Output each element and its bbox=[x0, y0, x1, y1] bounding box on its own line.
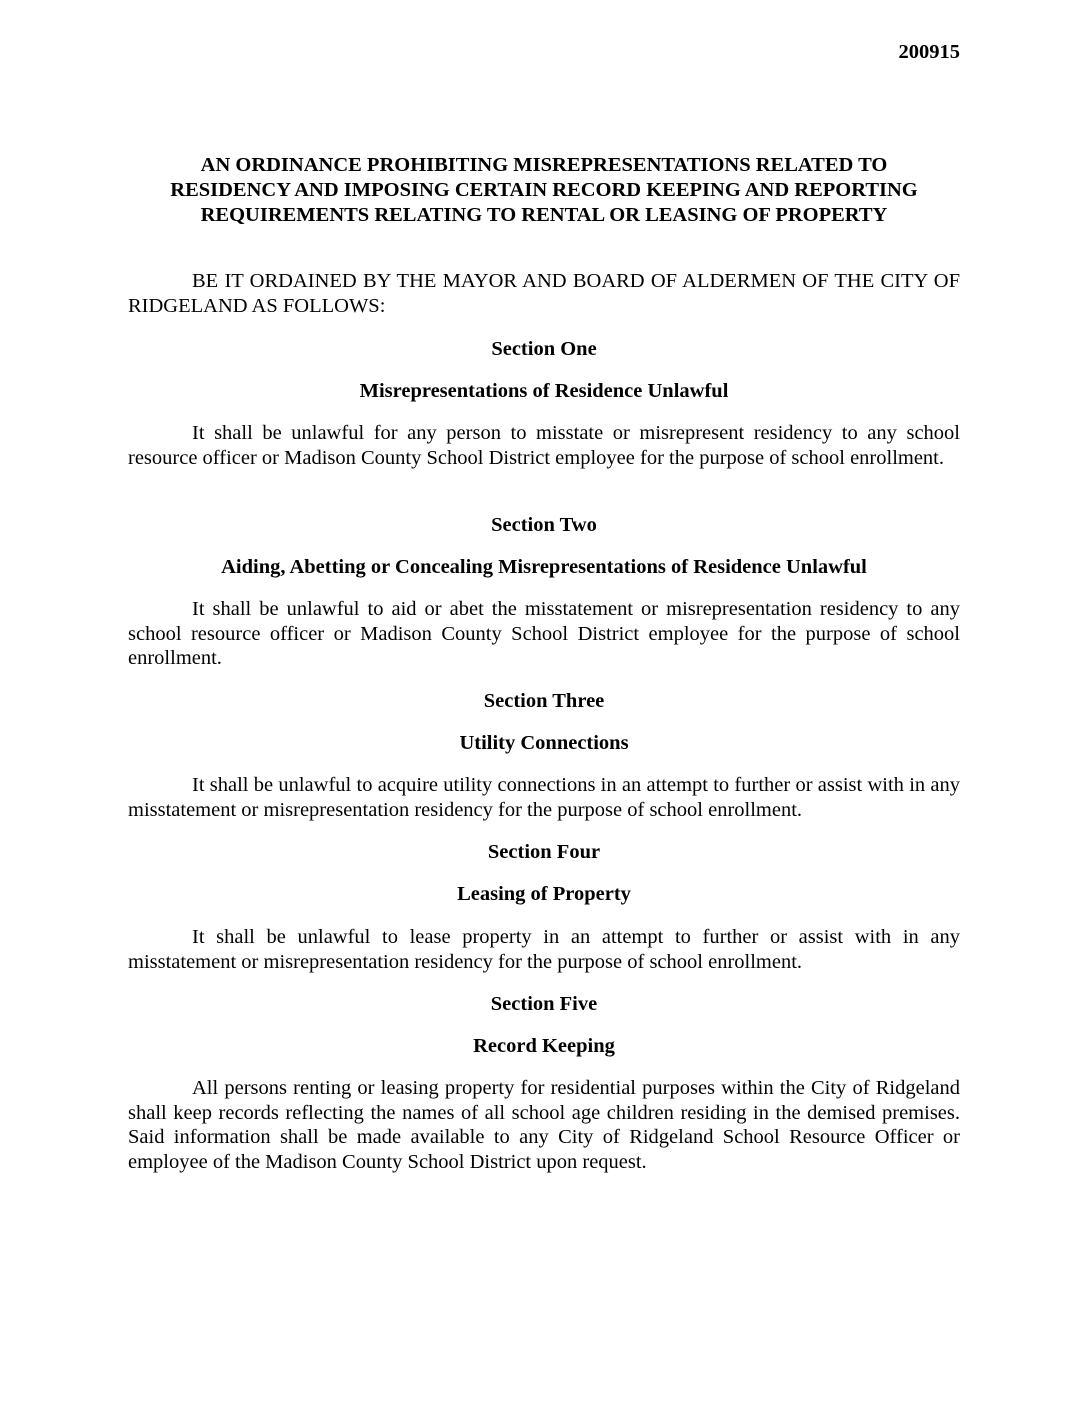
section-five-body: All persons renting or leasing property for residential purposes within the City of Ridgeland shall keep records reflecting the names of all school age children residing in the demised premises. Said information shall be made available to any City of Ridgeland School Resource Officer or employee of the Madison County School District upon request. bbox=[128, 1077, 960, 1173]
section-one-heading: Misrepresentations of Residence Unlawful bbox=[359, 380, 729, 402]
section-four-heading: Leasing of Property bbox=[457, 883, 631, 905]
title-line: REQUIREMENTS RELATING TO RENTAL OR LEASING OF PROPERTY bbox=[200, 204, 888, 226]
section-one-body: It shall be unlawful for any person to misstate or misrepresent residency to any school resource officer or Madison County School District employee for the purpose of school enrollment. bbox=[128, 422, 960, 469]
section-five-number: Section Five bbox=[490, 993, 598, 1015]
section-two-body: It shall be unlawful to aid or abet the misstatement or misrepresentation residency to any school resource officer or Madison County School District employee for the purpose of school enrollment. bbox=[128, 598, 960, 669]
section-three-number: Section Three bbox=[483, 690, 605, 712]
section-one-number: Section One bbox=[491, 338, 597, 360]
section-three-body: It shall be unlawful to acquire utility connections in an attempt to further or assist with in any misstatement or misrepresentation residency for the purpose of school enrollment. bbox=[128, 774, 960, 821]
ordinance-title bbox=[128, 153, 960, 228]
section-two-number: Section Two bbox=[491, 514, 597, 536]
document-number: 200915 bbox=[898, 41, 960, 63]
section-three-heading: Utility Connections bbox=[459, 732, 629, 754]
title-line: AN ORDINANCE PROHIBITING MISREPRESENTATIONS RELATED TO bbox=[200, 154, 888, 176]
section-four-number: Section Four bbox=[487, 841, 601, 863]
section-two-heading: Aiding, Abetting or Concealing Misrepresentations of Residence Unlawful bbox=[221, 556, 867, 578]
section-five-heading: Record Keeping bbox=[473, 1035, 615, 1057]
title-line: RESIDENCY AND IMPOSING CERTAIN RECORD KEEPING AND REPORTING bbox=[170, 179, 918, 201]
section-four-body: It shall be unlawful to lease property in an attempt to further or assist with in any misstatement or misrepresentation residency for the purpose of school enrollment. bbox=[128, 926, 960, 973]
preamble: BE IT ORDAINED BY THE MAYOR AND BOARD OF ALDERMEN OF THE CITY OF RIDGELAND AS FOLLOWS: bbox=[128, 270, 960, 317]
